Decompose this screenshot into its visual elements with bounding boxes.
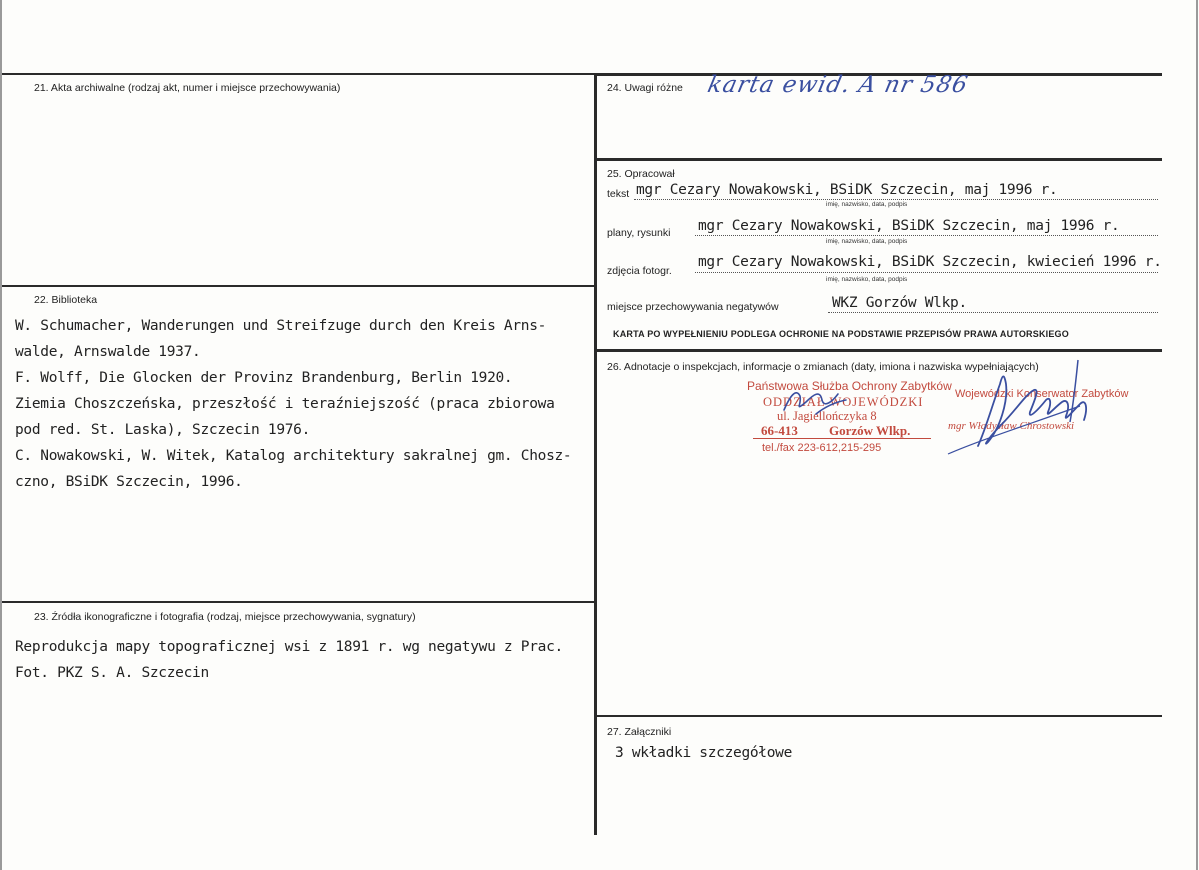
handwritten-signature — [930, 350, 1130, 460]
rule-above-25 — [597, 158, 1162, 161]
zdjecia-dotted-line — [695, 272, 1158, 273]
bibliography-line: Ziemia Choszczeńska, przeszłość i teraźniejszość (praca zbiorowa — [15, 396, 555, 412]
bibliography-line: walde, Arnswalde 1937. — [15, 344, 201, 360]
negatywy-label: miejsce przechowywania negatywów — [607, 301, 779, 313]
office-stamp-line4b: Gorzów Wlkp. — [829, 423, 911, 438]
iconography-line: Reprodukcja mapy topograficznej wsi z 1891 r. wg negatywu z Prac. — [15, 639, 563, 655]
tekst-value: mgr Cezary Nowakowski, BSiDK Szczecin, maj 1996 r. — [636, 182, 1058, 198]
zdjecia-label: zdjęcia fotogr. — [607, 265, 672, 277]
plany-dotted-line — [695, 235, 1158, 236]
copyright-note: KARTA PO WYPEŁNIENIU PODLEGA OCHRONIE NA PODSTAWIE PRZEPISÓW PRAWA AUTORSKIEGO — [613, 329, 1069, 339]
bibliography-line: F. Wolff, Die Glocken der Provinz Brandenburg, Berlin 1920. — [15, 370, 513, 386]
office-stamp-line1: Państwowa Służba Ochrony Zabytków — [747, 379, 952, 393]
handwritten-initials — [776, 380, 856, 420]
tekst-sublabel: imię, nazwisko, data, podpis — [826, 201, 908, 208]
negatywy-dotted-line — [828, 312, 1158, 313]
bibliography-line: W. Schumacher, Wanderungen und Streifzuge durch den Kreis Arns- — [15, 318, 547, 334]
office-stamp-line5: tel./fax 223-612,215-295 — [762, 442, 882, 454]
bibliography-line: C. Nowakowski, W. Witek, Katalog architektury sakralnej gm. Chosz- — [15, 448, 572, 464]
section-22-label: 22. Biblioteka — [34, 294, 98, 306]
section-23-label: 23. Źródła ikonograficzne i fotografia (rodzaj, miejsce przechowywania, sygnatury) — [34, 611, 416, 623]
stamp-underline — [753, 438, 931, 439]
card-left-edge — [0, 0, 2, 870]
center-divider — [594, 73, 597, 835]
plany-label: plany, rysunki — [607, 227, 671, 239]
tekst-dotted-line — [634, 199, 1158, 200]
iconography-line: Fot. PKZ S. A. Szczecin — [15, 665, 209, 681]
zdjecia-value: mgr Cezary Nowakowski, BSiDK Szczecin, kwiecień 1996 r. — [698, 254, 1162, 270]
attachments-value: 3 wkładki szczegółowe — [615, 745, 793, 761]
negatywy-value: WKZ Gorzów Wlkp. — [832, 295, 967, 311]
office-stamp-line4a: 66-413 — [761, 423, 798, 438]
card-right-edge — [1196, 0, 1198, 870]
section-27-label: 27. Załączniki — [607, 726, 672, 738]
section-25-label: 25. Opracował — [607, 168, 675, 180]
zdjecia-sublabel: imię, nazwisko, data, podpis — [826, 276, 908, 283]
office-stamp-line3: ul. Jagiellończyka 8 — [777, 409, 877, 423]
tekst-label: tekst — [607, 188, 630, 200]
bibliography-line: czno, BSiDK Szczecin, 1996. — [15, 474, 243, 490]
plany-value: mgr Cezary Nowakowski, BSiDK Szczecin, maj 1996 r. — [698, 218, 1120, 234]
section-21-label: 21. Akta archiwalne (rodzaj akt, numer i miejsce przechowywania) — [34, 82, 341, 94]
handwritten-note: karta ewid. A nr 586 — [705, 72, 971, 98]
bibliography-line: pod red. St. Laska), Szczecin 1976. — [15, 422, 311, 438]
plany-sublabel: imię, nazwisko, data, podpis — [826, 238, 908, 245]
rule-above-22 — [2, 285, 594, 287]
rule-above-23 — [2, 601, 594, 603]
rule-above-27 — [597, 715, 1162, 717]
office-stamp-line2: ODDZIAŁ WOJEWÓDZKI — [763, 395, 924, 409]
top-rule-left — [2, 73, 594, 75]
section-24-label: 24. Uwagi różne — [607, 82, 683, 94]
conservator-stamp-name: mgr Władysław Chrostowski — [948, 420, 1075, 432]
section-26-label: 26. Adnotacje o inspekcjach, informacje o zmianach (daty, imiona i nazwiska wypełniających) — [607, 361, 1039, 373]
conservator-stamp-title: Wojewódzki Konserwator Zabytków — [955, 388, 1129, 400]
